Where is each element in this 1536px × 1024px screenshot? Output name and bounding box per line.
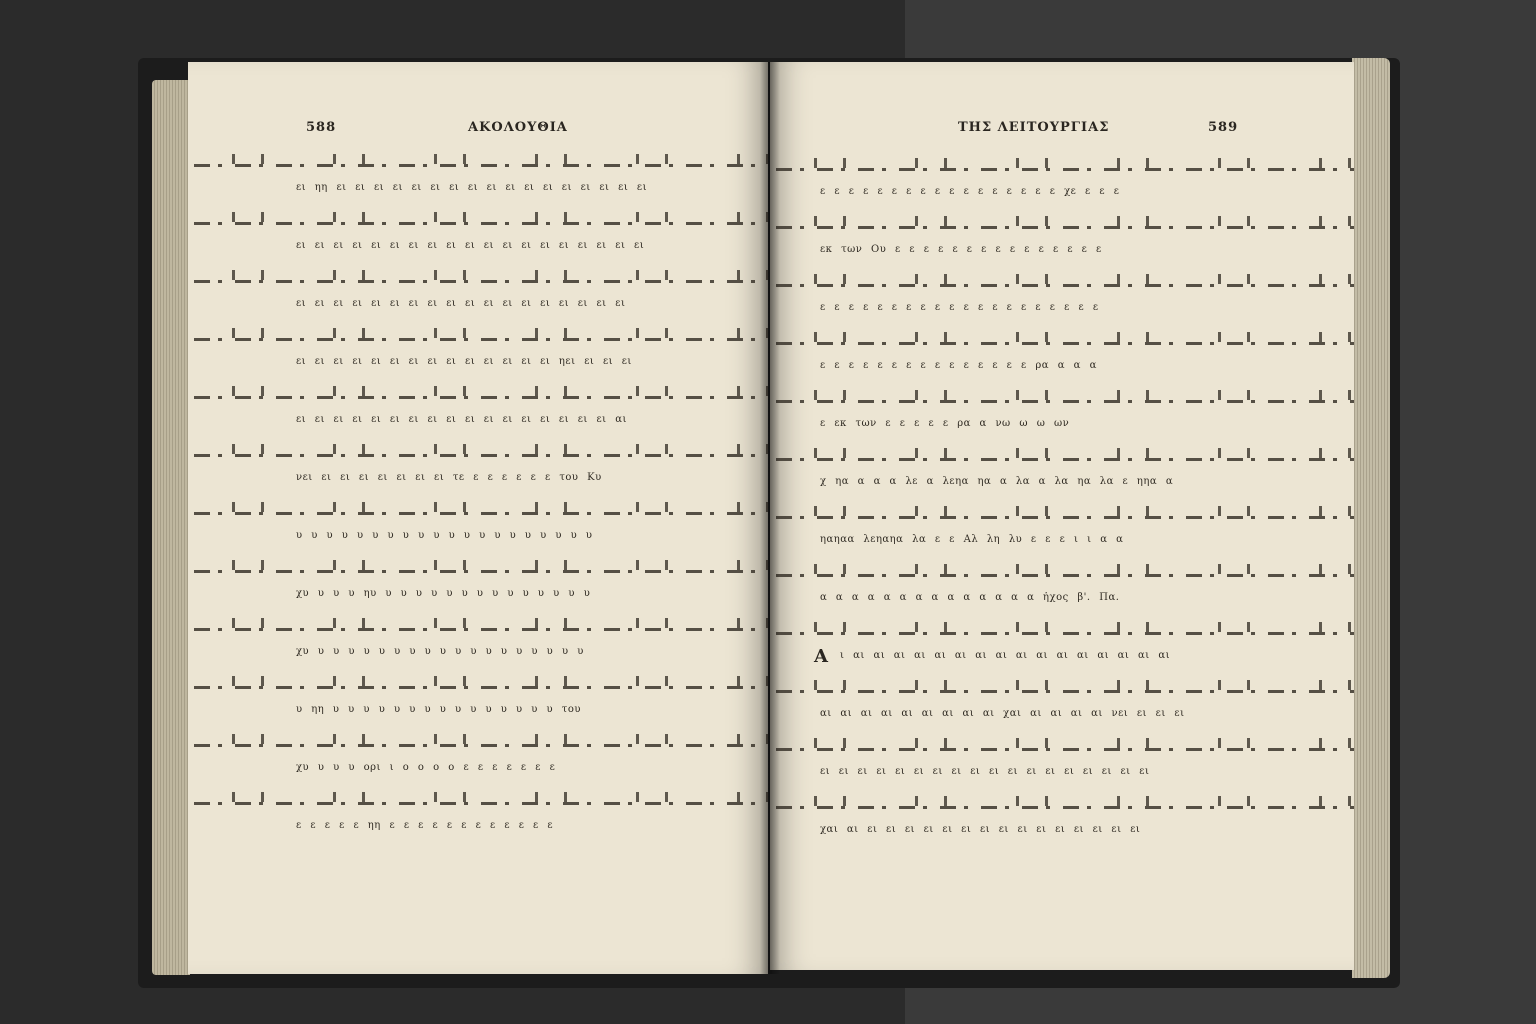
chant-line: χ ηα α α α λε α λεηα ηα α λα α λα ηα λα ε ηηα α bbox=[770, 444, 1354, 502]
right-page-number: 589 bbox=[1208, 120, 1239, 135]
chant-line: ει ει ει ει ει ει ει ει ει ει ει ει ει ει ει ει ει ει bbox=[770, 734, 1354, 792]
chant-line: ε ε ε ε ε ηη ε ε ε ε ε ε ε ε ε ε ε ε bbox=[188, 788, 768, 846]
right-page bbox=[770, 62, 1354, 970]
chant-line: υ υ υ υ υ υ υ υ υ υ υ υ υ υ υ υ υ υ υ υ bbox=[188, 498, 768, 556]
chant-line: ε εκ των ε ε ε ε ε ρα α νω ω ω ων bbox=[770, 386, 1354, 444]
right-page-edges bbox=[1352, 58, 1390, 978]
chant-line: υ ηη υ υ υ υ υ υ υ υ υ υ υ υ υ υ υ του bbox=[188, 672, 768, 730]
chant-line: ε ε ε ε ε ε ε ε ε ε ε ε ε ε ε ρα α α α bbox=[770, 328, 1354, 386]
left-page-number: 588 bbox=[306, 120, 337, 135]
book-gutter bbox=[760, 62, 780, 974]
left-running-head: ΑΚΟΛΟΥΘΙΑ bbox=[468, 120, 568, 135]
right-running-head: ΤΗΣ ΛΕΙΤΟΥΡΓΙΑΣ bbox=[958, 120, 1110, 135]
drop-capital: Α bbox=[814, 646, 828, 667]
chant-line: χυ υ υ υ υ υ υ υ υ υ υ υ υ υ υ υ υ υ υ bbox=[188, 614, 768, 672]
chant-line: ει ει ει ει ει ει ει ει ει ει ει ει ει ει ηει ει ει ει bbox=[188, 324, 768, 382]
chant-line: ε ε ε ε ε ε ε ε ε ε ε ε ε ε ε ε ε ε ε ε bbox=[770, 270, 1354, 328]
chant-line: ι αι αι αι αι αι αι αι αι αι αι αι αι αι αι αι αι bbox=[770, 618, 1354, 676]
chant-line: ε ε ε ε ε ε ε ε ε ε ε ε ε ε ε ε ε χε ε ε ε bbox=[770, 154, 1354, 212]
chant-line: ει ει ει ει ει ει ει ει ει ει ει ει ει ει ει ει ει ει bbox=[188, 266, 768, 324]
chant-line: χυ υ υ υ ηυ υ υ υ υ υ υ υ υ υ υ υ υ υ υ bbox=[188, 556, 768, 614]
chant-line: ει ηη ει ει ει ει ει ει ει ει ει ει ει ει ει ει ει ει ει bbox=[188, 150, 768, 208]
chant-line: αι αι αι αι αι αι αι αι αι χαι αι αι αι αι νει ει ει ει bbox=[770, 676, 1354, 734]
chant-line: νει ει ει ει ει ει ει ει τε ε ε ε ε ε ε του Κυ bbox=[188, 440, 768, 498]
chant-line: χυ υ υ υ ορι ι ο ο ο ο ε ε ε ε ε ε ε bbox=[188, 730, 768, 788]
chant-line: εκ των Ου ε ε ε ε ε ε ε ε ε ε ε ε ε ε ε bbox=[770, 212, 1354, 270]
left-page-edges bbox=[152, 80, 190, 975]
chant-line: ει ει ει ει ει ει ει ει ει ει ει ει ει ει ει ει ει ει ει bbox=[188, 208, 768, 266]
chant-line: ει ει ει ει ει ει ει ει ει ει ει ει ει ει ει ει ει αι bbox=[188, 382, 768, 440]
chant-line: ηαηαα λεηαηα λα ε ε Αλ λη λυ ε ε ε ι ι α α bbox=[770, 502, 1354, 560]
left-page bbox=[188, 62, 768, 974]
chant-line: χαι αι ει ει ει ει ει ει ει ει ει ει ει ει ει ει ει bbox=[770, 792, 1354, 850]
chant-line: α α α α α α α α α α α α α α ἦχος β'. Πα. bbox=[770, 560, 1354, 618]
